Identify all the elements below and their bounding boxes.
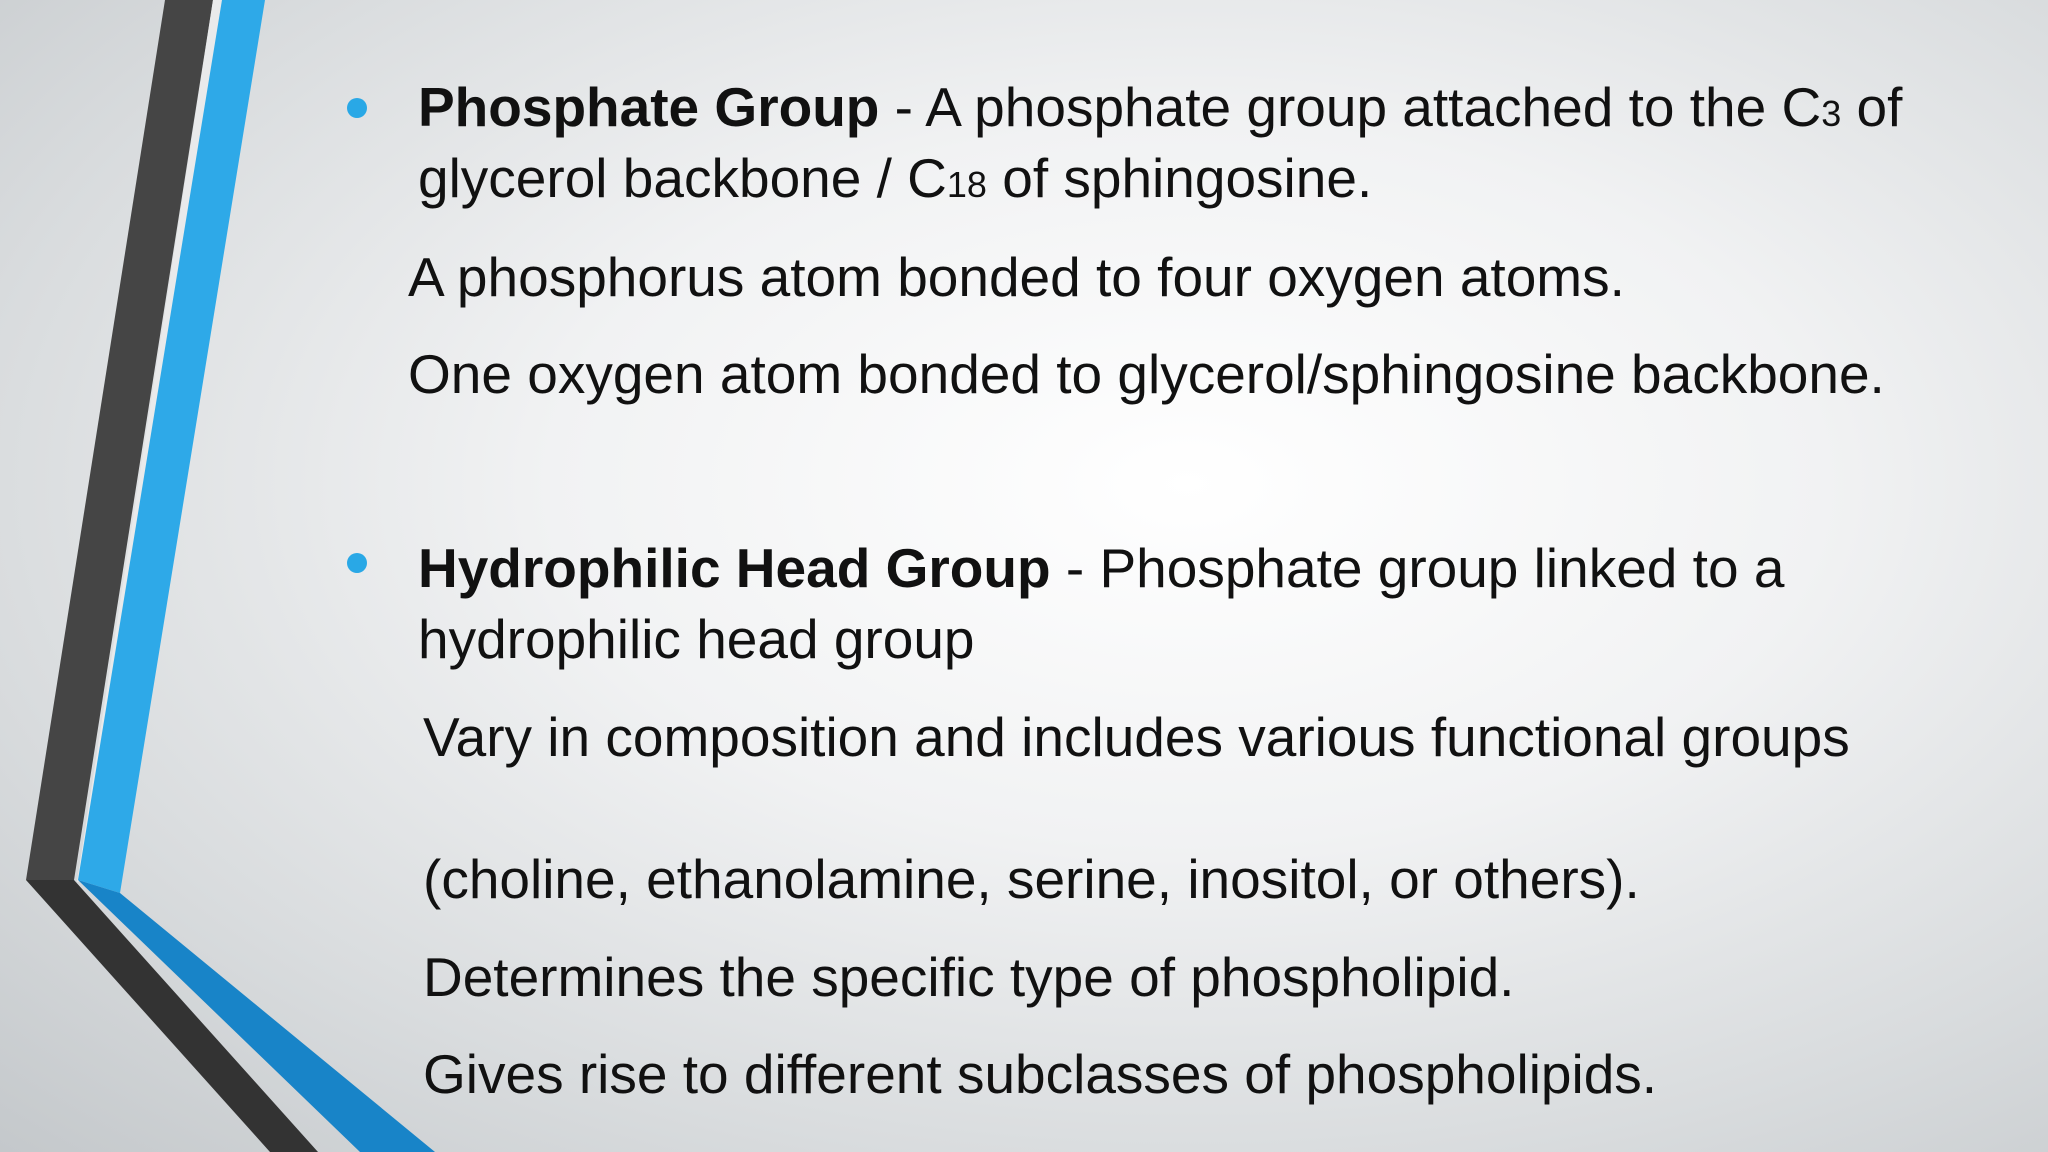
bullet-2-line-2: hydrophilic head group <box>418 608 975 670</box>
bullet-2-detail: (choline, ethanolamine, serine, inositol, or others). <box>423 848 1640 910</box>
bullet-1-separator: - <box>879 76 926 138</box>
bullet-1-subscript: 3 <box>1821 93 1842 134</box>
bullet-1-line-2-text: glycerol backbone / C <box>418 147 947 209</box>
bullet-1-line-2 <box>418 147 1373 209</box>
bullet-2-detail: Gives rise to different subclasses of phospholipids. <box>423 1043 1658 1105</box>
bullet-1-title: Phosphate Group <box>418 76 880 138</box>
bullet-2-text: Phosphate group linked to a <box>1099 537 1785 599</box>
bullet-2-separator: - <box>1050 537 1100 599</box>
bullet-2-detail: Vary in composition and includes various functional groups <box>423 706 1850 768</box>
bullet-1-tail: of <box>1841 76 1903 138</box>
bullet-1-detail: One oxygen atom bonded to glycerol/sphingosine backbone. <box>408 343 1885 405</box>
bullet-1-line-1 <box>418 76 1903 138</box>
bullet-1-detail: A phosphorus atom bonded to four oxygen atoms. <box>408 246 1625 308</box>
bullet-1-line-2-tail: of sphingosine. <box>986 147 1373 209</box>
bullet-marker <box>347 553 367 573</box>
bullet-marker <box>347 98 367 118</box>
bullet-2-detail: Determines the specific type of phospholipid. <box>423 946 1515 1008</box>
bullet-1-text: A phosphate group attached to the C <box>925 76 1822 138</box>
bullet-2-line-1 <box>418 537 1785 599</box>
bullet-1-line-2-subscript: 18 <box>946 164 987 205</box>
bullet-2-title: Hydrophilic Head Group <box>418 537 1051 599</box>
